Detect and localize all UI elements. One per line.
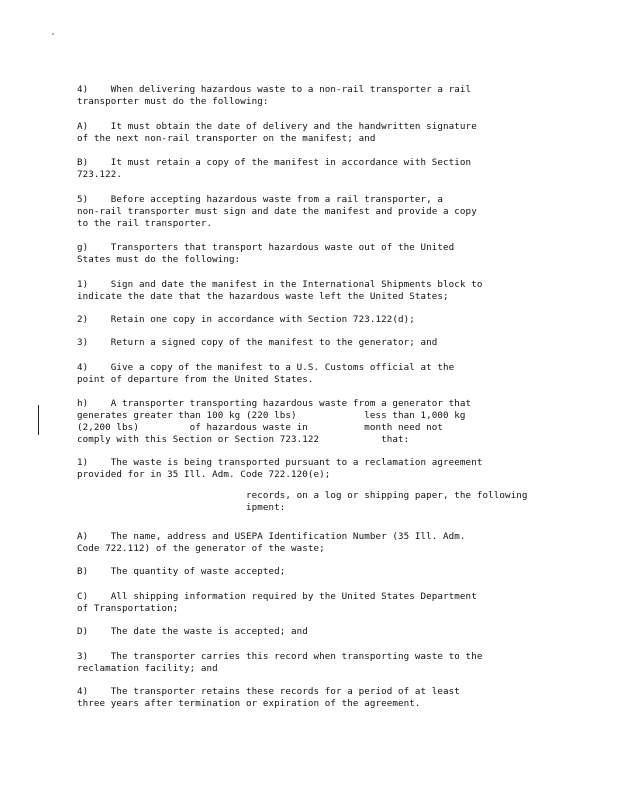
text-line: 4) The transporter retains these records for a period of at least bbox=[77, 686, 460, 697]
text-line: of the next non-rail transporter on the manifest; and bbox=[77, 133, 376, 144]
paragraph bbox=[77, 314, 547, 326]
text-line: comply with this Section or Section 723.122 that: bbox=[77, 434, 410, 445]
paragraph bbox=[77, 591, 547, 615]
text-line: C) All shipping information required by the United States Department bbox=[77, 591, 477, 602]
text-line: A) The name, address and USEPA Identification Number (35 Ill. Adm. bbox=[77, 531, 466, 542]
text-line: Code 722.112) of the generator of the waste; bbox=[77, 543, 325, 554]
text-line: indicate the date that the hazardous waste left the United States; bbox=[77, 291, 449, 302]
paragraph bbox=[77, 337, 547, 349]
text-line: 723.122. bbox=[77, 169, 123, 180]
text-line: 3) The transporter carries this record when transporting waste to the bbox=[77, 651, 483, 662]
text-line: 5) Before accepting hazardous waste from a rail transporter, a bbox=[77, 194, 444, 205]
text-line: point of departure from the United States. bbox=[77, 374, 314, 385]
text-line: transporter must do the following: bbox=[77, 96, 269, 107]
text-line: reclamation facility; and bbox=[77, 663, 218, 674]
scan-speck bbox=[52, 33, 54, 35]
paragraph bbox=[77, 84, 547, 108]
text-line: 3) Return a signed copy of the manifest to the generator; and bbox=[77, 337, 438, 348]
text-line: 4) Give a copy of the manifest to a U.S. Customs official at the bbox=[77, 362, 455, 373]
text-line: to the rail transporter. bbox=[77, 218, 213, 229]
paragraph bbox=[77, 457, 547, 481]
text-line: provided for in 35 Ill. Adm. Code 722.120(e); bbox=[77, 469, 331, 480]
paragraph bbox=[77, 121, 547, 145]
text-line: three years after termination or expiration of the agreement. bbox=[77, 698, 421, 709]
text-line: generates greater than 100 kg (220 lbs) less than 1,000 kg bbox=[77, 410, 466, 421]
paragraph bbox=[77, 531, 547, 555]
paragraph bbox=[77, 490, 547, 514]
text-line: 2) Retain one copy in accordance with Section 723.122(d); bbox=[77, 314, 415, 325]
paragraph bbox=[77, 626, 547, 638]
text-line: g) Transporters that transport hazardous waste out of the United bbox=[77, 242, 455, 253]
text-line: ipment: bbox=[77, 502, 286, 513]
text-line: (2,200 lbs) of hazardous waste in month need not bbox=[77, 422, 444, 433]
paragraph bbox=[77, 398, 547, 446]
paragraph bbox=[77, 362, 547, 386]
paragraph bbox=[77, 157, 547, 181]
text-line: non-rail transporter must sign and date the manifest and provide a copy bbox=[77, 206, 477, 217]
text-line: 1) Sign and date the manifest in the International Shipments block to bbox=[77, 279, 483, 290]
paragraph bbox=[77, 242, 547, 266]
text-line: of Transportation; bbox=[77, 603, 179, 614]
text-line: B) The quantity of waste accepted; bbox=[77, 566, 286, 577]
paragraph bbox=[77, 194, 547, 230]
text-line: records, on a log or shipping paper, the following bbox=[77, 490, 528, 501]
paragraph bbox=[77, 651, 547, 675]
revision-margin-bar bbox=[38, 405, 39, 435]
text-line: 1) The waste is being transported pursuant to a reclamation agreement bbox=[77, 457, 483, 468]
text-line: B) It must retain a copy of the manifest in accordance with Section bbox=[77, 157, 472, 168]
text-line: 4) When delivering hazardous waste to a non-rail transporter a rail bbox=[77, 84, 472, 95]
paragraph bbox=[77, 566, 547, 578]
text-line: D) The date the waste is accepted; and bbox=[77, 626, 308, 637]
paragraph bbox=[77, 279, 547, 303]
text-line: States must do the following: bbox=[77, 254, 241, 265]
paragraph bbox=[77, 686, 547, 710]
text-line: h) A transporter transporting hazardous waste from a generator that bbox=[77, 398, 472, 409]
text-line: A) It must obtain the date of delivery and the handwritten signature bbox=[77, 121, 477, 132]
